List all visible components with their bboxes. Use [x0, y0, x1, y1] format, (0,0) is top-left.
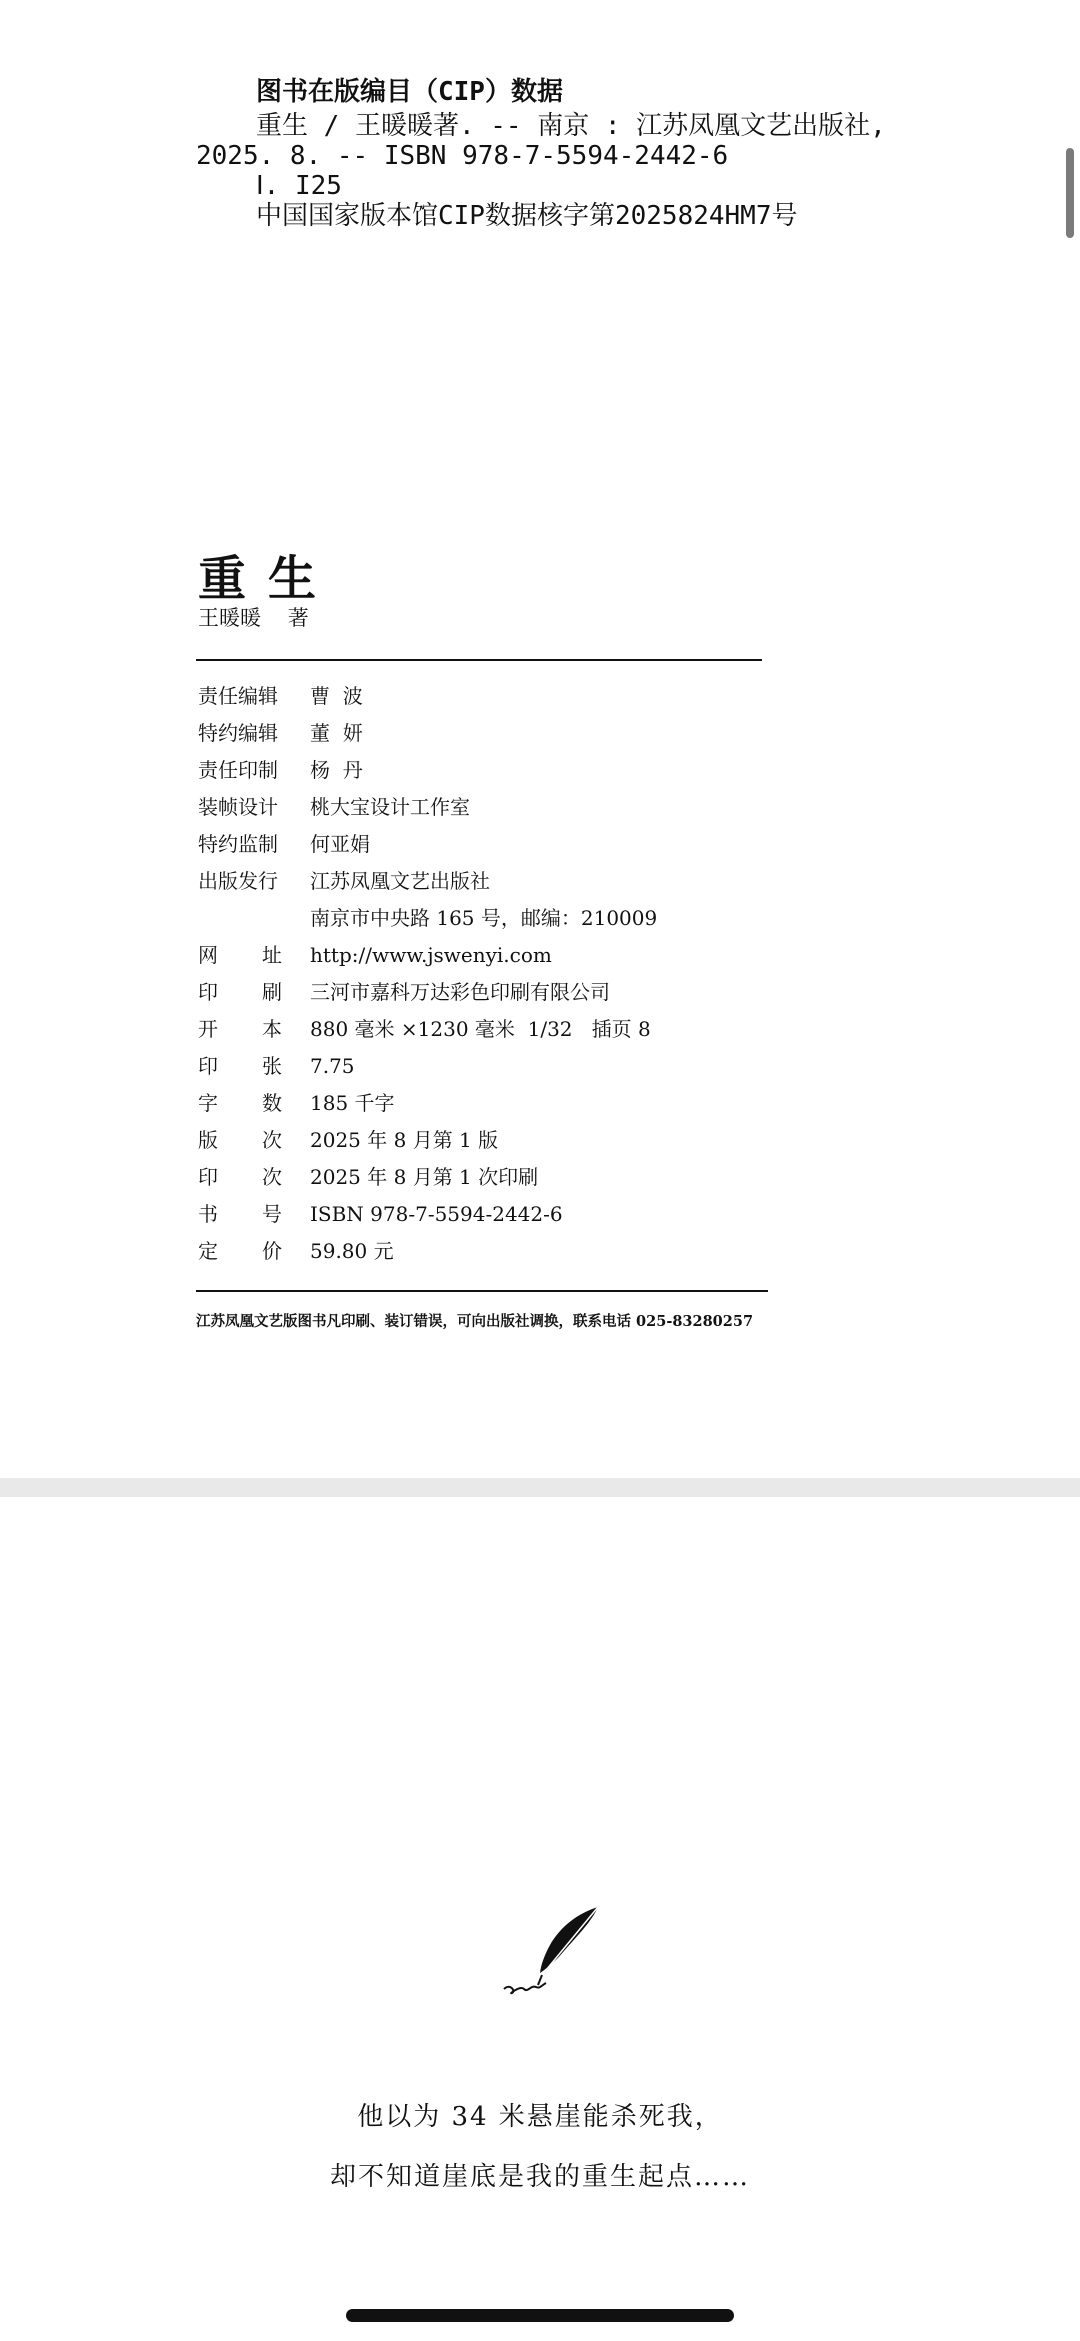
- info-label: 印张: [198, 1054, 282, 1078]
- scrollbar[interactable]: [1066, 148, 1074, 238]
- info-label: 定价: [198, 1239, 282, 1263]
- info-label: 出版发行: [198, 869, 278, 893]
- info-value: 桃大宝设计工作室: [310, 795, 470, 819]
- info-label: 开本: [198, 1017, 282, 1041]
- info-label: 版次: [198, 1128, 282, 1152]
- info-value: 三河市嘉科万达彩色印刷有限公司: [310, 980, 610, 1004]
- info-value: 2025 年 8 月第 1 版: [310, 1128, 499, 1152]
- price-value: 59.80 元: [310, 1239, 394, 1263]
- info-value: 185 千字: [310, 1091, 395, 1115]
- info-value: 7.75: [310, 1054, 355, 1078]
- cip-line-2: 2025. 8. -- ISBN 978-7-5594-2442-6: [196, 141, 729, 171]
- info-label: 书号: [198, 1202, 282, 1226]
- epigraph-line-2: 却不知道崖底是我的重生起点……: [329, 2162, 750, 2192]
- epigraph-line-1: 他以为 34 米悬崖能杀死我，: [357, 2102, 723, 2132]
- cip-line-3: Ⅰ. I25: [256, 171, 342, 201]
- info-value: 董 妍: [310, 721, 363, 745]
- footer-note: 江苏凤凰文艺版图书凡印刷、装订错误，可向出版社调换，联系电话 025-83280257: [196, 1313, 754, 1330]
- info-label: 字数: [198, 1091, 282, 1115]
- info-value: 何亚娟: [310, 832, 370, 856]
- divider-bottom: [196, 1290, 768, 1292]
- info-label: 装帧设计: [198, 795, 278, 819]
- cip-line-1: 重生 / 王暖暖著. -- 南京 : 江苏凤凰文艺出版社,: [256, 111, 886, 141]
- isbn-value: ISBN 978-7-5594-2442-6: [310, 1202, 563, 1226]
- info-value: 江苏凤凰文艺出版社: [310, 869, 490, 893]
- divider-top: [196, 659, 762, 661]
- info-label: 网址: [198, 943, 282, 967]
- info-value: 2025 年 8 月第 1 次印刷: [310, 1165, 539, 1189]
- info-label: 特约编辑: [198, 721, 278, 745]
- info-value: 曹 波: [310, 684, 363, 708]
- info-label: 责任印制: [198, 758, 278, 782]
- book-title: 重生: [198, 551, 339, 607]
- home-indicator[interactable]: [346, 2309, 734, 2322]
- info-value: 杨 丹: [310, 758, 363, 782]
- publisher-address: 南京市中央路 165 号，邮编：210009: [310, 906, 658, 930]
- info-label: 特约监制: [198, 832, 278, 856]
- info-label: 印刷: [198, 980, 282, 1004]
- book-author: 王暖暖 著: [198, 606, 309, 630]
- quill-pen-icon: [500, 1905, 604, 1997]
- info-label: 印次: [198, 1165, 282, 1189]
- info-value: 880 毫米 ×1230 毫米 1/32 插页 8: [310, 1017, 651, 1041]
- cip-line-4: 中国国家版本馆CIP数据核字第2025824HM7号: [256, 201, 798, 231]
- cip-title: 图书在版编目（CIP）数据: [256, 77, 563, 107]
- website-link[interactable]: http://www.jswenyi.com: [310, 943, 552, 967]
- info-label: 责任编辑: [198, 684, 278, 708]
